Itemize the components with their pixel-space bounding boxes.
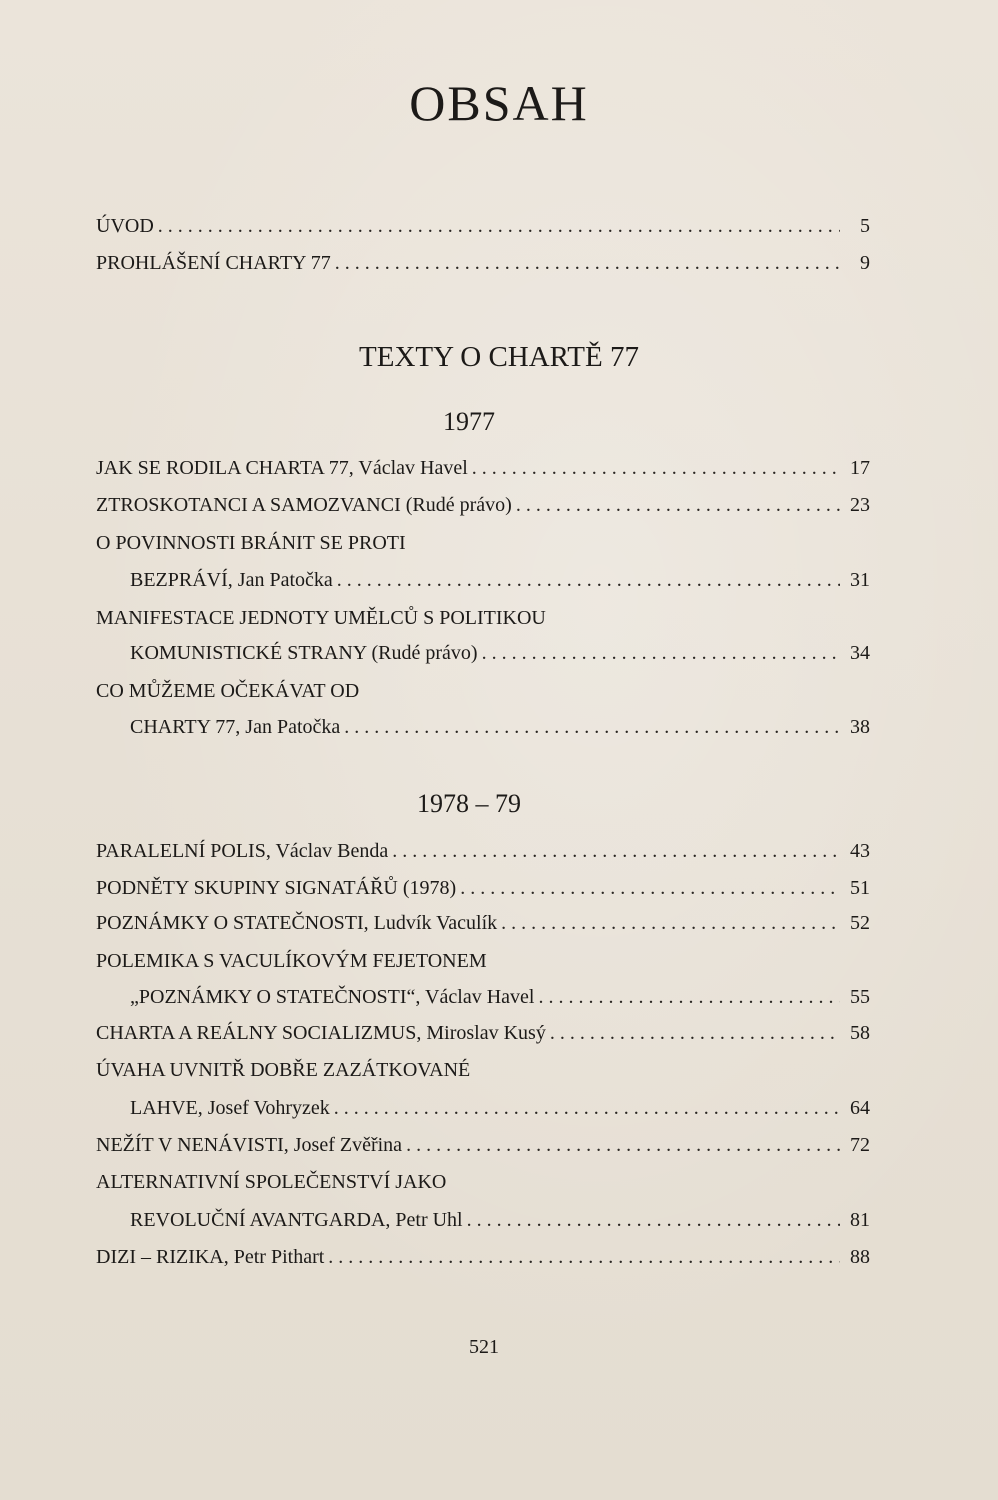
leader-dots <box>392 836 840 866</box>
toc-entry <box>96 836 870 866</box>
section-heading: TEXTY O CHARTĚ 77 <box>359 341 639 373</box>
toc-entry-page: 81 <box>850 1209 870 1231</box>
toc-entry-text: CHARTA A REÁLNY SOCIALIZMUS, Miroslav Kusý <box>96 1022 546 1044</box>
leader-dots <box>538 982 840 1012</box>
toc-entry-text: KOMUNISTICKÉ STRANY (Rudé právo) <box>130 642 478 664</box>
toc-entry-page: 55 <box>850 986 870 1008</box>
leader-dots <box>406 1130 840 1160</box>
toc-entry-page: 64 <box>850 1097 870 1119</box>
toc-entry-page: 17 <box>850 457 870 479</box>
toc-entry <box>96 490 870 520</box>
toc-entry-text: ÚVAHA UVNITŘ DOBŘE ZAZÁTKOVANÉ <box>96 1059 471 1081</box>
toc-entry <box>96 1055 870 1085</box>
toc-entry-text: CHARTY 77, Jan Patočka <box>130 716 341 738</box>
toc-entry-page: 52 <box>850 912 870 934</box>
toc-entry-text: REVOLUČNÍ AVANTGARDA, Petr Uhl <box>130 1209 463 1231</box>
year-heading: 1977 <box>443 407 495 436</box>
toc-entry-text: ZTROSKOTANCI A SAMOZVANCI (Rudé právo) <box>96 494 512 516</box>
toc-entry <box>96 1167 870 1197</box>
toc-entry <box>96 453 870 483</box>
toc-entry-text: CO MŮŽEME OČEKÁVAT OD <box>96 680 360 702</box>
toc-entry <box>96 873 870 903</box>
toc-entry <box>130 982 870 1012</box>
toc-entry <box>96 946 870 976</box>
toc-entry <box>96 908 870 938</box>
toc-entry <box>130 1093 870 1123</box>
toc-entry-text: BEZPRÁVÍ, Jan Patočka <box>130 569 333 591</box>
toc-entry-text: PODNĚTY SKUPINY SIGNATÁŘŮ (1978) <box>96 877 457 899</box>
leader-dots <box>334 1093 840 1123</box>
leader-dots <box>472 453 840 483</box>
toc-entry <box>96 1130 870 1160</box>
toc-entry-text: POZNÁMKY O STATEČNOSTI, Ludvík Vaculík <box>96 912 498 934</box>
toc-entry-page: 9 <box>860 252 870 274</box>
leader-dots <box>550 1018 840 1048</box>
leader-dots <box>467 1205 840 1235</box>
toc-entry-text: NEŽÍT V NENÁVISTI, Josef Zvěřina <box>96 1134 403 1156</box>
toc-entry <box>96 211 870 241</box>
toc-entry-page: 31 <box>850 569 870 591</box>
toc-entry-page: 58 <box>850 1022 870 1044</box>
toc-entry-text: PARALELNÍ POLIS, Václav Benda <box>96 840 389 862</box>
toc-entry <box>130 712 870 742</box>
toc-entry <box>96 528 870 558</box>
toc-entry <box>130 638 870 668</box>
toc-entry <box>96 1242 870 1272</box>
toc-entry-page: 38 <box>850 716 870 738</box>
leader-dots <box>516 490 840 520</box>
toc-entry <box>130 565 870 595</box>
year-heading: 1978 – 79 <box>417 789 521 818</box>
toc-entry-text: LAHVE, Josef Vohryzek <box>130 1097 330 1119</box>
toc-entry-text: POLEMIKA S VACULÍKOVÝM FEJETONEM <box>96 950 487 972</box>
toc-entry-text: MANIFESTACE JEDNOTY UMĚLCŮ S POLITIKOU <box>96 607 546 629</box>
toc-entry-page: 5 <box>860 215 870 237</box>
toc-entry-text: ALTERNATIVNÍ SPOLEČENSTVÍ JAKO <box>96 1171 447 1193</box>
toc-entry <box>130 1205 870 1235</box>
toc-entry-page: 51 <box>850 877 870 899</box>
leader-dots <box>337 565 840 595</box>
toc-entry-page: 43 <box>850 840 870 862</box>
toc-entry-text: JAK SE RODILA CHARTA 77, Václav Havel <box>96 457 468 479</box>
leader-dots <box>158 211 840 241</box>
toc-entry-text: DIZI – RIZIKA, Petr Pithart <box>96 1246 325 1268</box>
leader-dots <box>460 873 840 903</box>
toc-entry <box>96 248 870 278</box>
leader-dots <box>335 248 840 278</box>
toc-entry-text: ÚVOD <box>96 215 154 237</box>
leader-dots <box>501 908 840 938</box>
leader-dots <box>482 638 840 668</box>
toc-entry-text: PROHLÁŠENÍ CHARTY 77 <box>96 252 331 274</box>
toc-entry-page: 34 <box>850 642 870 664</box>
page-number: 521 <box>469 1336 499 1358</box>
page-title: OBSAH <box>409 75 589 131</box>
leader-dots <box>344 712 840 742</box>
leader-dots <box>328 1242 840 1272</box>
toc-entry-text: O POVINNOSTI BRÁNIT SE PROTI <box>96 532 406 554</box>
toc-entry-page: 23 <box>850 494 870 516</box>
toc-entry-page: 88 <box>850 1246 870 1268</box>
toc-entry <box>96 1018 870 1048</box>
toc-entry-text: „POZNÁMKY O STATEČNOSTI“, Václav Havel <box>130 986 535 1008</box>
toc-entry <box>96 603 870 633</box>
toc-entry <box>96 676 870 706</box>
toc-entry-page: 72 <box>850 1134 870 1156</box>
